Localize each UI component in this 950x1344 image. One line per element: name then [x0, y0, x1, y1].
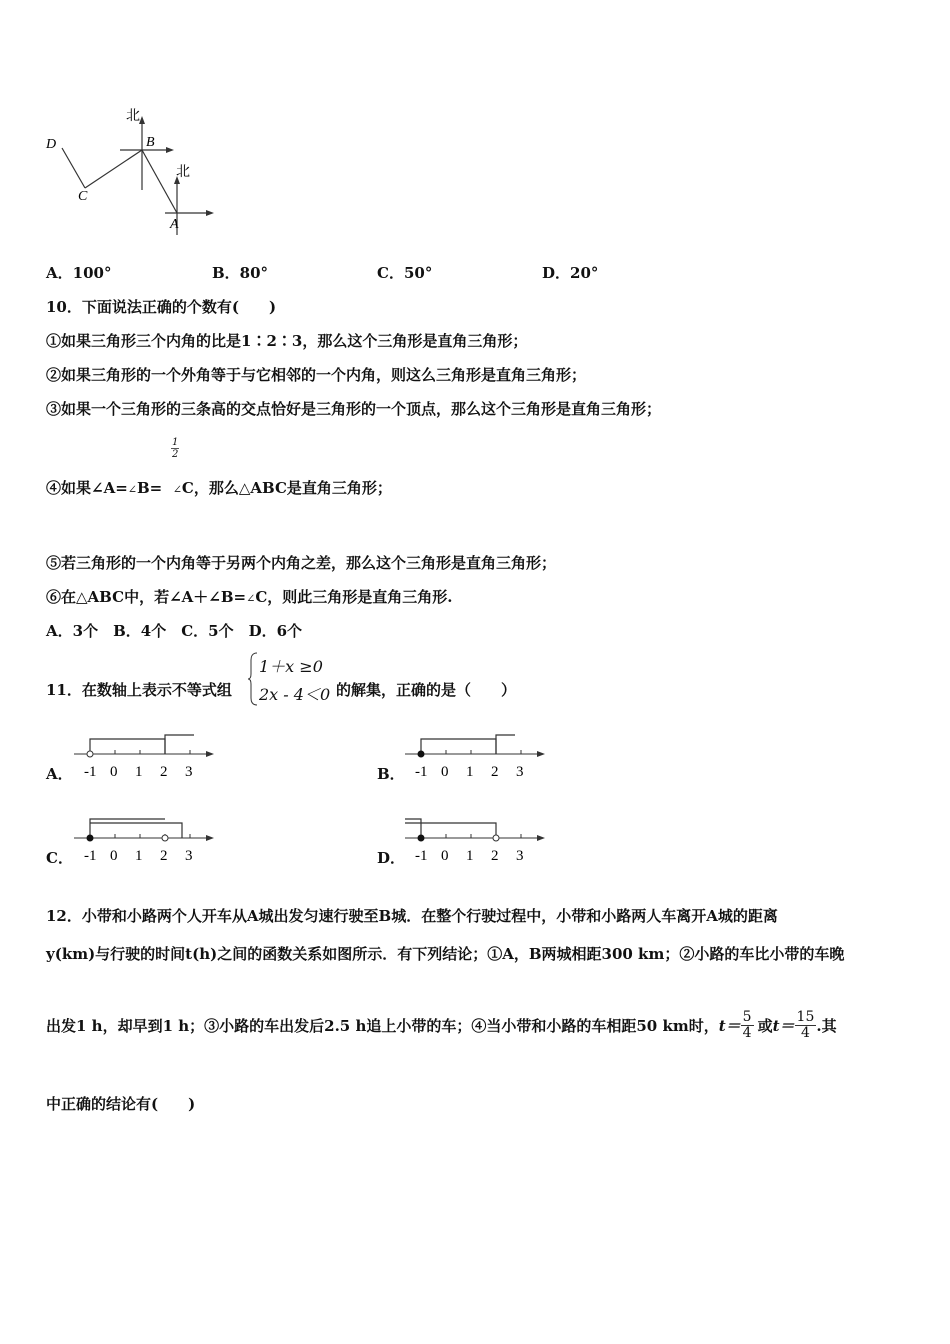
q10-statement-4-fraction — [171, 437, 179, 460]
fraction-15-4 — [795, 1010, 817, 1042]
q11-option-c-label[interactable]: C． — [46, 849, 73, 867]
tick-label: 2 — [160, 764, 168, 780]
q10-statement-5: ⑤若三角形的一个内角等于另两个内角之差，那么这个三角形是直角三角形； — [46, 554, 557, 572]
segment-cb — [85, 150, 142, 188]
segment-ba — [142, 150, 177, 213]
q12-line-3-text: 出发1 h，却早到1 h；③小路的车出发后2.5 h追上小带的车；④当小带和小路的车相距50 km时， — [46, 1017, 719, 1036]
tick-label: 3 — [185, 848, 193, 864]
q11-stem-post: 的解集，正确的是（ ） — [336, 681, 517, 699]
tick-label: -1 — [415, 848, 428, 864]
tick-label: 1 — [466, 764, 474, 780]
point-label-d: D — [46, 137, 57, 152]
tick-label: 2 — [491, 764, 499, 780]
tick-label: 0 — [441, 764, 449, 780]
north-label-a: 北 — [176, 165, 190, 180]
arrowhead-east-a — [206, 210, 214, 216]
fraction-denominator: 4 — [800, 1025, 810, 1042]
arrowhead-east-b — [166, 147, 174, 153]
tick-label: 3 — [516, 764, 524, 780]
q11-option-d-label[interactable]: D． — [377, 849, 406, 867]
inequality-1: 1＋x ≥0 — [259, 657, 323, 676]
tick-label: 3 — [185, 764, 193, 780]
s4-mid: B= — [137, 479, 163, 497]
q11-option-a-label[interactable]: A． — [46, 765, 73, 783]
point-label-c: C — [78, 189, 88, 204]
q9-option-d[interactable]: D．20° — [542, 264, 599, 282]
system-brace — [248, 652, 258, 706]
compass-route-figure — [40, 100, 230, 240]
q11-stem-pre: 11．在数轴上表示不等式组 — [46, 681, 232, 699]
q9-option-a[interactable]: A．100° — [46, 264, 112, 282]
tick-label: -1 — [84, 764, 97, 780]
point-label-b: B — [146, 135, 155, 150]
q12-line-1: 12．小带和小路两个人开车从A城出发匀速行驶至B城．在整个行驶过程中，小带和小路两人车离开A城的距离 — [46, 907, 778, 925]
tick-label: 1 — [466, 848, 474, 864]
number-line-a[interactable] — [72, 733, 217, 783]
q10-statement-2: ②如果三角形的一个外角等于与它相邻的一个内角，则这么三角形是直角三角形； — [46, 366, 587, 384]
q12-line-4: 中正确的结论有( ) — [46, 1095, 196, 1113]
q10-statement-6 — [46, 586, 452, 607]
q10-statement-3: ③如果一个三角形的三条高的交点恰好是三角形的一个顶点，那么这个三角形是直角三角形； — [46, 400, 662, 418]
q9-option-b[interactable]: B．80° — [212, 264, 269, 282]
tick-label: 2 — [491, 848, 499, 864]
q12-line-3 — [46, 1010, 837, 1042]
or-word: 或 — [757, 1017, 773, 1036]
inequality-2: 2x - 4＜0 — [259, 685, 331, 704]
tick-label: 1 — [135, 848, 143, 864]
q11-option-b-label[interactable]: B． — [377, 765, 405, 783]
fraction-numerator: 15 — [796, 1009, 815, 1025]
number-line-d[interactable] — [403, 817, 548, 867]
angle-symbol: ∠ — [172, 483, 182, 496]
s6-post: C，则此三角形是直角三角形. — [255, 588, 453, 606]
number-line-c[interactable] — [72, 817, 217, 867]
s4-pre: ④如果∠A= — [46, 479, 128, 497]
q10-statement-4 — [46, 477, 392, 498]
fraction-numerator: 5 — [742, 1009, 752, 1025]
s6-pre: ⑥在△ABC中，若∠A＋∠B= — [46, 588, 247, 606]
q12-line-3-end: .其 — [816, 1017, 837, 1036]
number-line-b[interactable] — [403, 733, 548, 783]
q10-stem: 10．下面说法正确的个数有( ) — [46, 298, 277, 316]
tick-label: -1 — [84, 848, 97, 864]
segment-dc — [62, 148, 85, 188]
tick-label: 0 — [110, 764, 118, 780]
tick-label: 2 — [160, 848, 168, 864]
s4-post: C，那么△ABC是直角三角形； — [181, 479, 392, 497]
tick-label: 0 — [441, 848, 449, 864]
tick-label: 3 — [516, 848, 524, 864]
q10-options[interactable]: A．3个 B．4个 C．5个 D．6个 — [46, 622, 303, 640]
fraction-numerator: 1 — [172, 437, 179, 448]
t-equals: t＝ — [718, 1017, 741, 1036]
fraction-denominator: 4 — [742, 1025, 752, 1042]
fraction-5-4 — [741, 1010, 754, 1042]
tick-label: -1 — [415, 764, 428, 780]
tick-label: 0 — [110, 848, 118, 864]
point-label-a: A — [170, 217, 179, 232]
angle-symbol: ∠ — [127, 483, 137, 496]
fraction-denominator: 2 — [172, 449, 179, 460]
q12-line-2: y(km)与行驶的时间t(h)之间的函数关系如图所示．有下列结论；①A，B两城相距300 km；②小路的车比小带的车晚 — [46, 945, 845, 963]
angle-symbol: ∠ — [246, 592, 256, 605]
q10-statement-1: ①如果三角形三个内角的比是1∶2∶3，那么这个三角形是直角三角形； — [46, 332, 528, 350]
tick-label: 1 — [135, 764, 143, 780]
q9-option-c[interactable]: C．50° — [377, 264, 433, 282]
north-label-b: 北 — [126, 109, 140, 124]
t-equals: t＝ — [772, 1017, 795, 1036]
